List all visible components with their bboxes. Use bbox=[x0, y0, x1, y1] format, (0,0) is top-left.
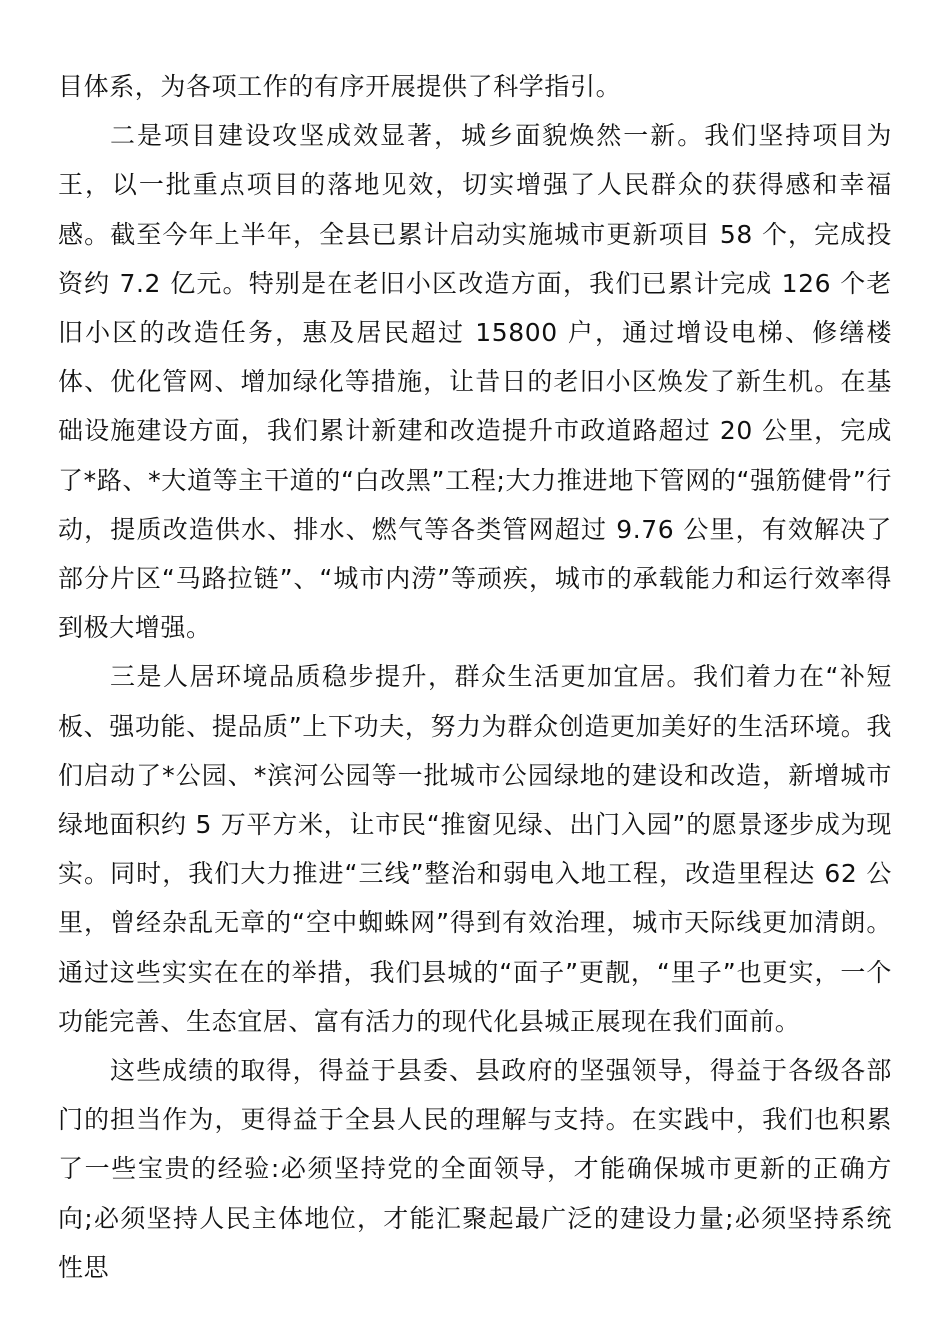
paragraph-living-environment: 三是人居环境品质稳步提升，群众生活更加宜居。我们着力在“补短板、强功能、提品质”上下功夫，努力为群众创造更加美好的生活环境。我们启动了*公园、*滨河公园等一批城市公园绿地的建设和改造，新增城市绿地面积约 5 万平方米，让市民“推窗见绿、出门入园”的愿景逐步成为现实。同时，我们大力推进“三线”整治和弱电入地工程，改造里程达 62 公里，曾经杂乱无章的“空中蜘蛛网”得到有效治理，城市天际线更加清朗。通过这些实实在在的举措，我们县城的“面子”更靓，“里子”也更实，一个功能完善、生态宜居、富有活力的现代化县城正展现在我们面前。 bbox=[58, 662, 892, 1036]
document-page bbox=[58, 62, 892, 1292]
paragraph-achievements-experience: 这些成绩的取得，得益于县委、县政府的坚强领导，得益于各级各部门的担当作为，更得益于全县人民的理解与支持。在实践中，我们也积累了一些宝贵的经验:必须坚持党的全面领导，才能确保城市更新的正确方向;必须坚持人民主体地位，才能汇聚起最广泛的建设力量;必须坚持系统性思 bbox=[58, 1056, 892, 1282]
paragraph-continuation: 目体系，为各项工作的有序开展提供了科学指引。 bbox=[58, 72, 622, 101]
paragraph-project-construction: 二是项目建设攻坚成效显著，城乡面貌焕然一新。我们坚持项目为王，以一批重点项目的落地见效，切实增强了人民群众的获得感和幸福感。截至今年上半年，全县已累计启动实施城市更新项目 58 个，完成投资约 7.2 亿元。特别是在老旧小区改造方面，我们已累计完成 126 个老旧小区的改造任务，惠及居民超过 15800 户，通过增设电梯、修缮楼体、优化管网、增加绿化等措施，让昔日的老旧小区焕发了新生机。在基础设施建设方面，我们累计新建和改造提升市政道路超过 20 公里，完成了*路、*大道等主干道的“白改黑”工程;大力推进地下管网的“强筋健骨”行动，提质改造供水、排水、燃气等各类管网超过 9.76 公里，有效解决了部分片区“马路拉链”、“城市内涝”等顽疾，城市的承载能力和运行效率得到极大增强。 bbox=[58, 121, 892, 643]
